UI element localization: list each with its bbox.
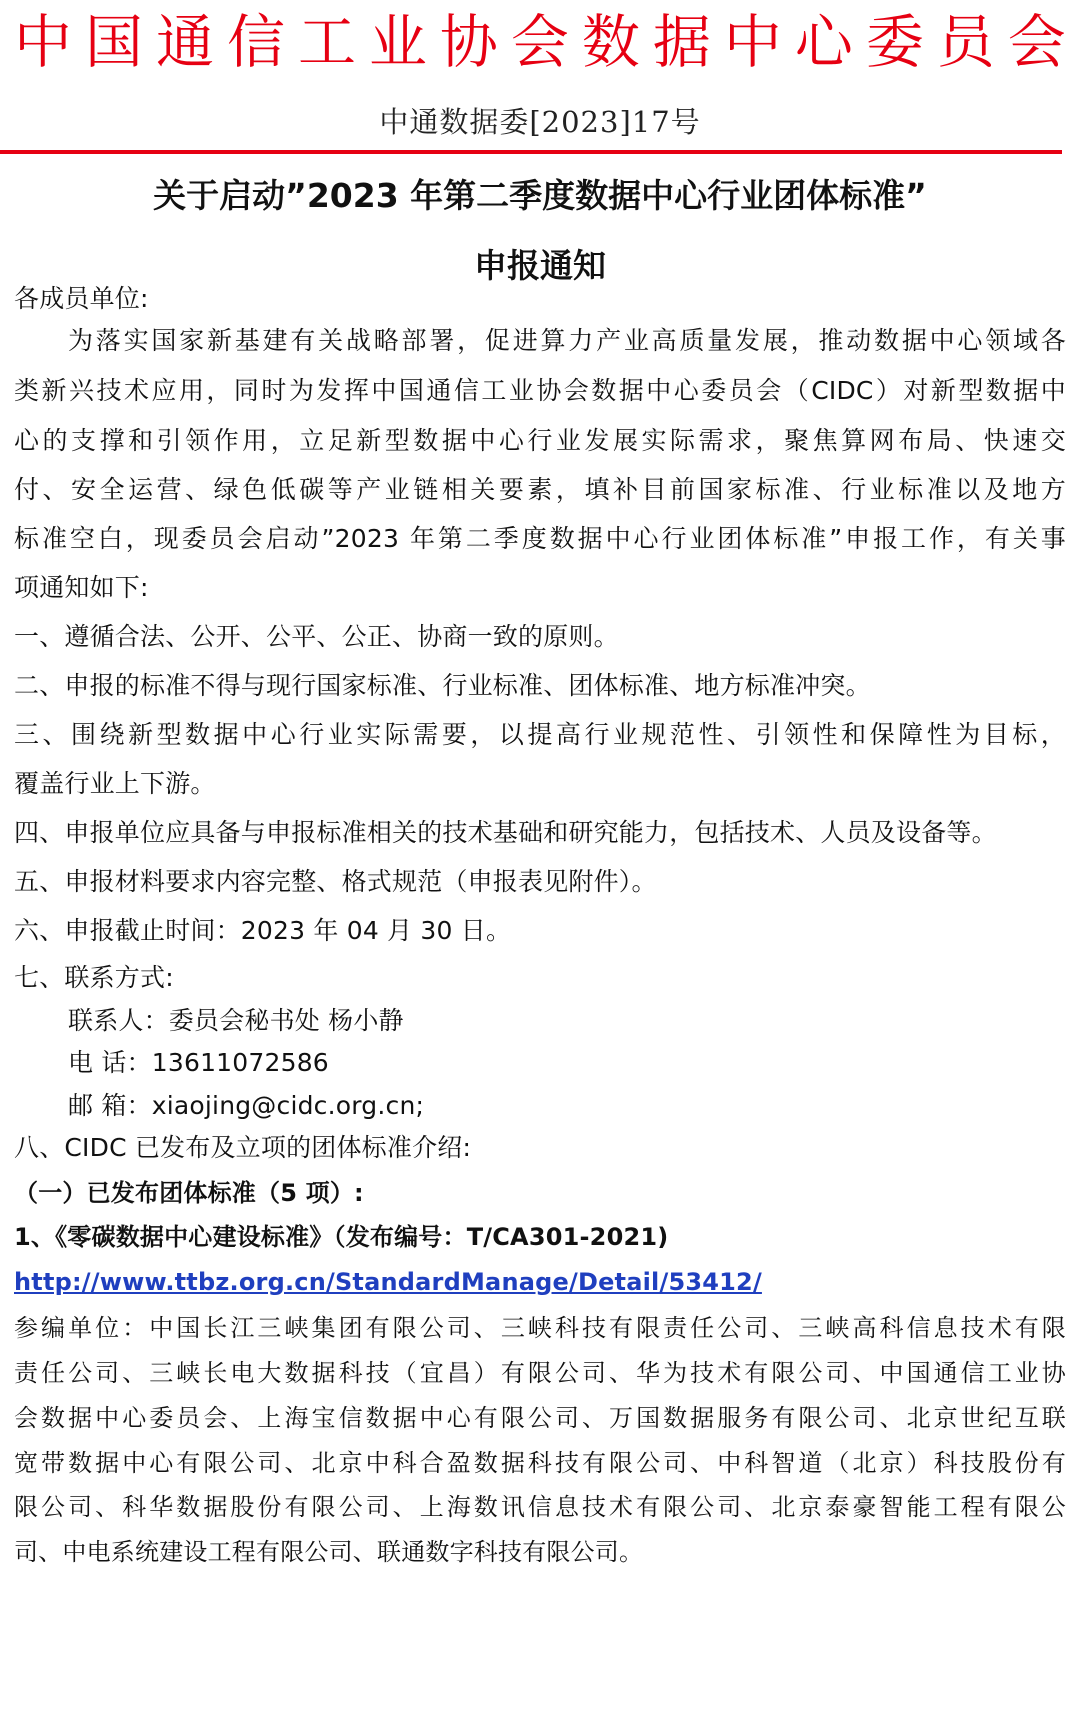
org-char: 信 — [226, 8, 285, 76]
org-char: 通 — [155, 8, 214, 76]
intro-line: 类新兴技术应用，同时为发挥中国通信工业协会数据中心委员会（CIDC）对新型数据中 — [14, 376, 1066, 405]
contact-phone: 电 话：13611072586 — [68, 1048, 329, 1077]
header-divider — [0, 150, 1062, 154]
org-header-title — [14, 2, 1066, 82]
list-item-7: 七、联系方式: — [14, 963, 174, 992]
list-item-3-cont: 覆盖行业上下游。 — [14, 769, 216, 798]
published-heading: （一）已发布团体标准（5 项）: — [14, 1179, 364, 1207]
intro-line: 付、安全运营、绿色低碳等产业链相关要素，填补目前国家标准、行业标准以及地方 — [14, 475, 1066, 504]
standard-1-title: 1、《零碳数据中心建设标准》（发布编号：T/CA301-2021) — [14, 1223, 669, 1251]
standard-1-units-line: 限公司、科华数据股份有限公司、上海数讯信息技术有限公司、北京泰豪智能工程有限公 — [14, 1493, 1066, 1521]
intro-line: 标准空白，现委员会启动”2023 年第二季度数据中心行业团体标准”申报工作，有关事 — [14, 524, 1066, 553]
list-item-1: 一、遵循合法、公开、公平、公正、协商一致的原则。 — [14, 622, 619, 651]
org-char: 会 — [1007, 8, 1066, 76]
org-char: 员 — [936, 8, 995, 76]
intro-line: 心的支撑和引领作用，立足新型数据中心行业发展实际需求，聚焦算网布局、快速交 — [14, 426, 1066, 455]
org-char: 会 — [510, 8, 569, 76]
document-number: 中通数据委[2023]17号 — [379, 105, 701, 139]
standard-1-units-line: 会数据中心委员会、上海宝信数据中心有限公司、万国数据服务有限公司、北京世纪互联 — [14, 1404, 1066, 1432]
list-item-4: 四、申报单位应具备与申报标准相关的技术基础和研究能力，包括技术、人员及设备等。 — [14, 818, 997, 847]
salutation: 各成员单位: — [14, 284, 149, 313]
standard-1-units-line: 责任公司、三峡长电大数据科技（宜昌）有限公司、华为技术有限公司、中国通信工业协 — [14, 1359, 1066, 1387]
intro-line: 项通知如下: — [14, 573, 149, 602]
list-item-6: 六、申报截止时间：2023 年 04 月 30 日。 — [14, 916, 512, 945]
standard-1-link[interactable]: http://www.ttbz.org.cn/StandardManage/Detail/53412/ — [14, 1268, 762, 1296]
standard-1-units-line: 宽带数据中心有限公司、北京中科合盈数据科技有限公司、中科智道（北京）科技股份有 — [14, 1449, 1066, 1477]
org-char: 工 — [297, 8, 356, 76]
org-char: 委 — [865, 8, 924, 76]
notice-title-line-1: 关于启动”2023 年第二季度数据中心行业团体标准” — [153, 176, 927, 215]
intro-line: 为落实国家新基建有关战略部署，促进算力产业高质量发展，推动数据中心领域各 — [68, 326, 1066, 355]
list-item-2: 二、申报的标准不得与现行国家标准、行业标准、团体标准、地方标准冲突。 — [14, 671, 871, 700]
notice-title-line-2: 申报通知 — [474, 246, 606, 285]
org-char: 国 — [84, 8, 143, 76]
org-char: 心 — [794, 8, 853, 76]
org-char: 据 — [652, 8, 711, 76]
org-char: 业 — [368, 8, 427, 76]
org-char: 数 — [581, 8, 640, 76]
standard-1-units-line: 司、中电系统建设工程有限公司、联通数字科技有限公司。 — [14, 1538, 644, 1566]
org-char: 中 — [723, 8, 782, 76]
list-item-8: 八、CIDC 已发布及立项的团体标准介绍: — [14, 1133, 472, 1162]
standard-1-units-line: 参编单位：中国长江三峡集团有限公司、三峡科技有限责任公司、三峡高科信息技术有限 — [14, 1314, 1066, 1342]
list-item-5: 五、申报材料要求内容完整、格式规范（申报表见附件）。 — [14, 867, 657, 896]
contact-person: 联系人：委员会秘书处 杨小静 — [68, 1006, 404, 1035]
org-char: 协 — [439, 8, 498, 76]
org-char: 中 — [14, 8, 73, 76]
list-item-3: 三、围绕新型数据中心行业实际需要，以提高行业规范性、引领性和保障性为目标， — [14, 720, 1066, 749]
contact-email[interactable]: 邮 箱：xiaojing@cidc.org.cn; — [68, 1091, 425, 1120]
